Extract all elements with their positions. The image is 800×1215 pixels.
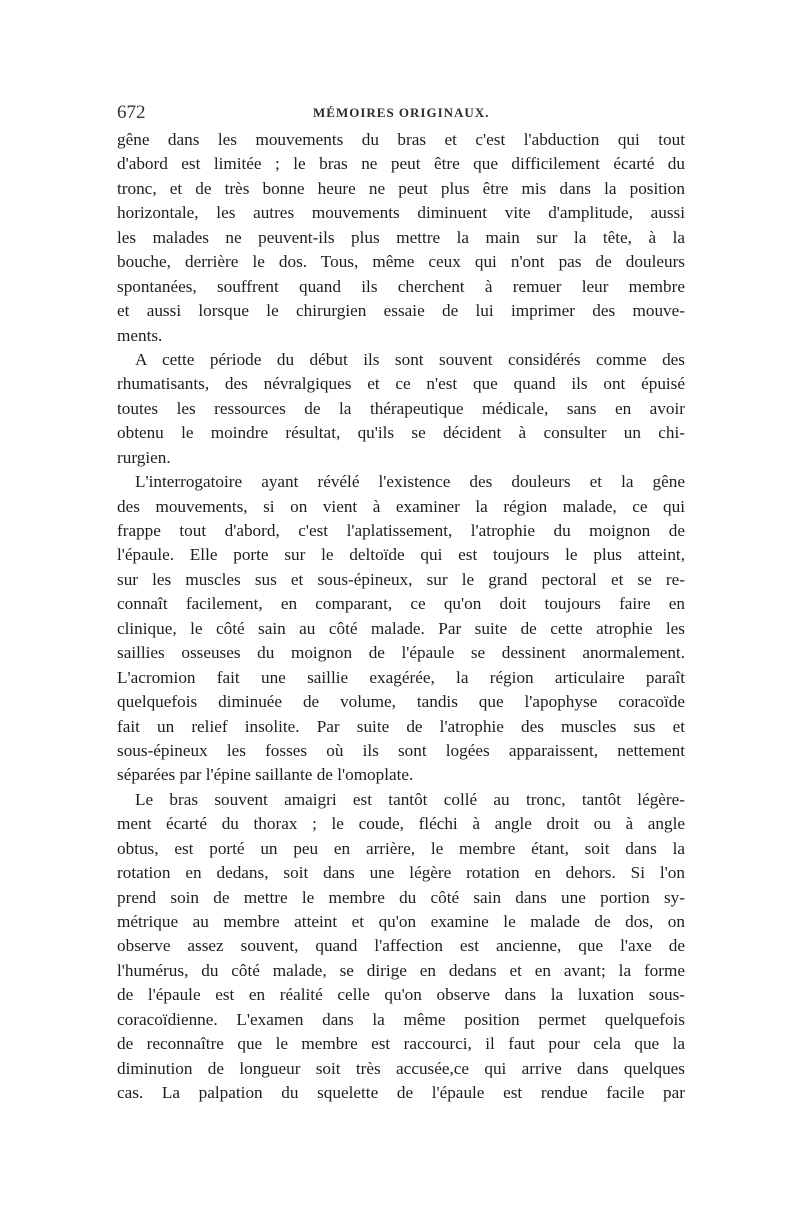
text-line: l'humérus, du côté malade, se dirige en dedans et en avant; la forme xyxy=(117,960,685,980)
text-line: rhumatisants, des névralgiques et ce n'est que quand ils ont épuisé xyxy=(117,374,685,394)
text-line: les malades ne peuvent-ils plus mettre la main sur la tête, à la xyxy=(117,227,685,247)
text-line: prend soin de mettre le membre du côté sain dans une portion sy- xyxy=(117,887,685,907)
text-line: rotation en dedans, soit dans une légère rotation en dehors. Si l'on xyxy=(117,863,685,883)
running-title: MÉMOIRES ORIGINAUX. xyxy=(313,105,490,120)
text-line: spontanées, souffrent quand ils cherchent à remuer leur membre xyxy=(117,276,685,296)
text-line: sur les muscles sus et sous-épineux, sur le grand pectoral et se re- xyxy=(117,569,685,589)
text-line: obtenu le moindre résultat, qu'ils se décident à consulter un chi- xyxy=(117,423,685,443)
text-line: de l'épaule est en réalité celle qu'on observe dans la luxation sous- xyxy=(117,985,685,1005)
paragraph-first-line: L'interrogatoire ayant révélé l'existence des douleurs et la gêne xyxy=(135,472,685,492)
page-number: 672 xyxy=(117,102,146,123)
body-text xyxy=(117,128,685,1106)
text-line: observe assez souvent, quand l'affection est ancienne, que l'axe de xyxy=(117,936,685,956)
text-line: toutes les ressources de la thérapeutique médicale, sans en avoir xyxy=(117,398,685,418)
text-line: gêne dans les mouvements du bras et c'est l'abduction qui tout xyxy=(117,130,685,149)
page-header xyxy=(117,100,687,126)
text-line: connaît facilement, en comparant, ce qu'on doit toujours faire en xyxy=(117,594,685,614)
text-line: métrique au membre atteint et qu'on examine le malade de dos, on xyxy=(117,912,685,931)
text-line: diminution de longueur soit très accusée,ce qui arrive dans quelques xyxy=(117,1058,685,1078)
text-line: saillies osseuses du moignon de l'épaule se dessinent anormalement. xyxy=(117,643,685,663)
text-line: frappe tout d'abord, c'est l'aplatissement, l'atrophie du moignon de xyxy=(117,521,685,540)
text-line: d'abord est limitée ; le bras ne peut être que difficilement écarté du xyxy=(117,154,685,174)
text-line: clinique, le côté sain au côté malade. Par suite de cette atrophie les xyxy=(117,618,685,638)
text-line: bouche, derrière le dos. Tous, même ceux qui n'ont pas de douleurs xyxy=(117,252,685,272)
text-line: horizontale, les autres mouvements diminuent vite d'amplitude, aussi xyxy=(117,203,685,223)
text-line: ments. xyxy=(117,325,163,345)
text-line: ment écarté du thorax ; le coude, fléchi à angle droit ou à angle xyxy=(117,814,685,834)
text-line: l'épaule. Elle porte sur le deltoïde qui est toujours le plus atteint, xyxy=(117,545,685,565)
text-line: L'acromion fait une saillie exagérée, la région articulaire paraît xyxy=(117,667,685,687)
text-line: des mouvements, si on vient à examiner la région malade, ce qui xyxy=(117,496,685,516)
text-line: rurgien. xyxy=(117,447,171,467)
text-line: fait un relief insolite. Par suite de l'atrophie des muscles sus et xyxy=(117,716,685,736)
text-line: quelquefois diminuée de volume, tandis que l'apophyse coracoïde xyxy=(117,692,685,712)
text-line: et aussi lorsque le chirurgien essaie de lui imprimer des mouve- xyxy=(117,301,685,321)
text-line: obtus, est porté un peu en arrière, le membre étant, soit dans la xyxy=(117,838,685,858)
text-line: cas. La palpation du squelette de l'épaule est rendue facile par xyxy=(117,1083,685,1103)
text-line: coracoïdienne. L'examen dans la même position permet quelquefois xyxy=(117,1009,685,1029)
paragraph-first-line: Le bras souvent amaigri est tantôt collé au tronc, tantôt légère- xyxy=(135,789,685,809)
paragraph-first-line: A cette période du début ils sont souvent considérés comme des xyxy=(135,349,685,369)
text-line: tronc, et de très bonne heure ne peut plus être mis dans la position xyxy=(117,178,685,198)
text-line: séparées par l'épine saillante de l'omoplate. xyxy=(117,765,414,785)
text-line: sous-épineux les fosses où ils sont logées apparaissent, nettement xyxy=(117,740,685,760)
text-line: de reconnaître que le membre est raccourci, il faut pour cela que la xyxy=(117,1034,685,1054)
